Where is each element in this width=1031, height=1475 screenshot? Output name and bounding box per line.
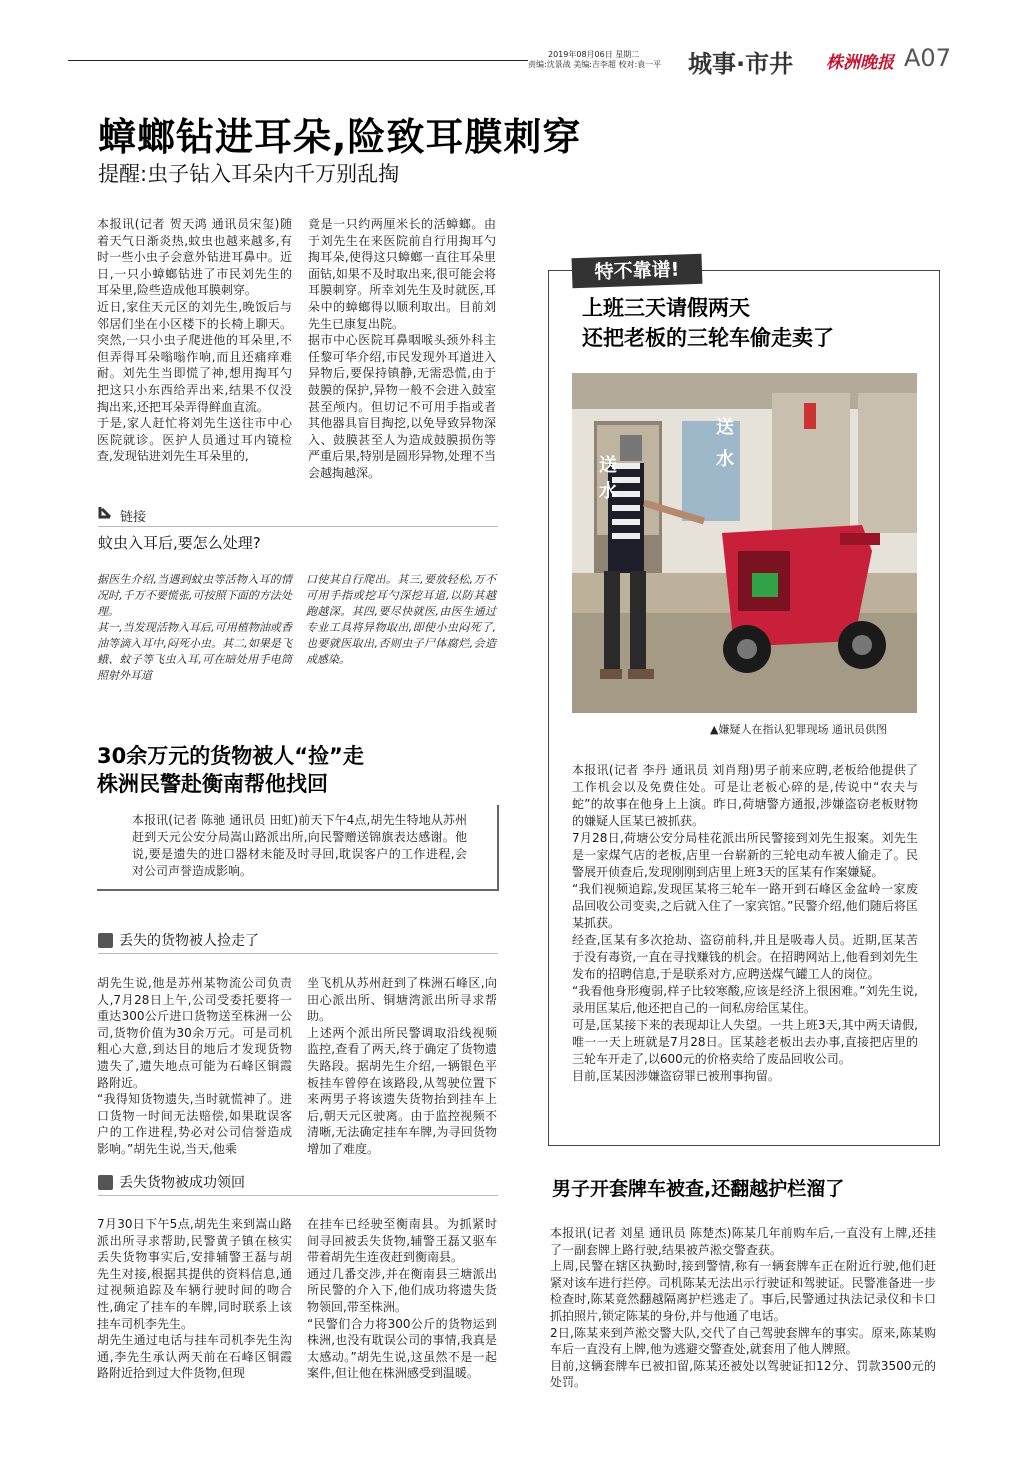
article2-section-1-column-1: 胡先生说,他是苏州某物流公司负责人,7月28日上午,公司受委托要将一重达300公斤进口货物送至株洲一公司,货物价值为30余万元。可是司机粗心大意,到达目的地后才发现货物遗失了,遗失地点可能为石峰区铜霞路附近。 “我得知货物遗失,当时就慌神了。进口货物一时间无法赔偿,如果耽误客户的工作进程,势必对公司信誉造成影响。”胡先生说,当天,他乘 [97, 976, 292, 1156]
article1-title: 蟑螂钻进耳朵,险致耳膜刺穿 [98, 115, 582, 159]
photo-sign-2: 水 [599, 481, 617, 502]
link-column-2: 口使其自行爬出。其三,要放轻松,万不可用手指或挖耳勺深挖耳道,以防其越跑越深。其四,要尽快就医,由医生通过专业工具将异物取出,即使小虫闷死了,也要就医取出,否则虫子尸体腐烂,会造成感染。 [306, 573, 496, 666]
article3-badge-text: 特不靠谱! [594, 258, 680, 284]
article2-section-2-title: 丢失货物被成功领回 [119, 1175, 245, 1191]
article2-section-2-column-2: 在挂车已经驶至衡南县。为抓紧时间寻回被丢失货物,辅警王磊又驱车带着胡先生连夜赶到衡南县。 通过几番交涉,并在衡南县三塘派出所民警的介入下,他们成功将遗失货物领回,带至株洲。 “民警们合力将300公斤的货物运到株洲,也没有耽误公司的事情,我真是太感动。”胡先生说,这虽然不是一起案件,但让他在株洲感受到温暖。 [307, 1217, 497, 1381]
link-column-1: 据医生介绍,当遇到蚊虫等活物入耳的情况时,千万不要慌张,可按照下面的方法处理。 其一,当发现活物入耳后,可用植物油或香油等滴入耳中,闷死小虫。其二,如果是飞蛾、蚊子等飞虫入耳,可在暗处用手电筒照射外耳道 [97, 573, 292, 682]
header-date: 2019年08月06日 星期二 [548, 50, 640, 59]
section-2-rule [98, 1195, 498, 1196]
article2-lead: 本报讯(记者 陈驰 通讯员 田虹)前天下午4点,胡先生特地从苏州赶到天元公安分局嵩山路派出所,向民警赠送锦旗表达感谢。他说,要是遗失的进口器材未能及时寻回,耽误客户的工作进程,会对公司声誉造成影响。 [132, 813, 467, 878]
article1-column-2: 竟是一只约两厘米长的活蟑螂。由于刘先生在来医院前自行用掏耳勺掏耳朵,使得这只蟑螂一直往耳朵里面钻,如果不及时取出来,很可能会将耳膜刺穿。所幸刘先生及时就医,耳朵中的蟑螂得以顺利取出。目前刘先生已康复出院。 据市中心医院耳鼻咽喉头颈外科主任黎可华介绍,市民发现外耳道进入异物后,要保持镇静,无需恐慌,由于鼓膜的保护,异物一般不会进入鼓室甚至颅内。但切记不可用手指或者其他器具盲目掏挖,以免导致异物深入、鼓膜甚至人为造成鼓膜损伤等严重后果,特别是圆形异物,处理不当会越掏越深。 [308, 217, 496, 480]
header-page-number: A07 [904, 44, 951, 72]
section-1-rule [98, 953, 498, 954]
header-logo: 株洲晚报 [826, 53, 894, 73]
section-box-icon [98, 1175, 113, 1190]
article2-section-1-column-2: 坐飞机从苏州赶到了株洲石峰区,向田心派出所、铜塘湾派出所寻求帮助。 上述两个派出所民警调取沿线视频监控,查看了两天,终于确定了货物遗失路段。据胡先生介绍,一辆银色平板挂车曾停在该路段,从驾驶位置下来两男子将该遗失货物抬到挂车上后,朝天元区驶离。由于监控视频不清晰,无法确定挂车车牌,为寻回货物增加了难度。 [307, 976, 497, 1156]
section-box-icon [98, 933, 113, 948]
header-section: 城事·市井 [688, 50, 794, 78]
suspect-photo [572, 373, 917, 713]
article4-body: 本报讯(记者 刘星 通讯员 陈楚杰)陈某几年前购车后,一直没有上牌,还挂了一副套牌上路行驶,结果被芦淞交警查获。 上周,民警在辖区执勤时,接到警情,称有一辆套牌车正在附近行驶,他们赶紧对该车进行拦停。司机陈某无法出示行驶证和驾驶证。民警准备进一步检查时,陈某竟然翻越隔离护栏逃走了。事后,民警通过执法记录仪和卡口抓拍照片,锁定陈某的身份,并与他通了电话。 2日,陈某来到芦淞交警大队,交代了自己驾驶套牌车的事实。原来,陈某购车后一直没有上牌,他为逃避交警查处,就套用了他人牌照。 目前,这辆套牌车已被扣留,陈某还被处以驾驶证扣12分、罚款3500元的处罚。 [550, 1226, 936, 1390]
article3-badge [572, 254, 703, 289]
article2-section-1-heading [98, 930, 259, 950]
article3-body: 本报讯(记者 李丹 通讯员 刘肖翔)男子前来应聘,老板给他提供了工作机会以及免费住处。可是让老板心碎的是,传说中“农夫与蛇”的故事在他身上上演。昨日,荷塘警方通报,涉嫌盗窃老板财物的嫌疑人匡某已被抓获。 7月28日,荷塘公安分局桂花派出所民警接到刘先生报案。刘先生是一家煤气店的老板,店里一台崭新的三轮电动车被人偷走了。民警展开侦查后,发现刚刚到店里上班3天的匡某有作案嫌疑。 “我们视频追踪,发现匡某将三轮车一路开到石峰区金盆岭一家废品回收公司变卖,之后就入住了一家宾馆。”民警介绍,他们随后将匡某抓获。 经查,匡某有多次抢劫、盗窃前科,并且是吸毒人员。近期,匡某苦于没有毒资,一直在寻找赚钱的机会。在招聘网站上,他看到刘先生发布的招聘信息,于是联系对方,应聘送煤气罐工人的岗位。 “我看他身形瘦弱,样子比较寒酸,应该是经济上很困难。”刘先生说,录用匡某后,他还把自己的一间私房给匡某住。 可是,匡某接下来的表现却让人失望。一共上班3天,其中两天请假,唯一一天上班就是7月28日。匡某趁老板出去办事,直接把店里的三轮车开走了,以600元的价格卖给了废品回收公司。 目前,匡某因涉嫌盗窃罪已被刑事拘留。 [572, 763, 918, 1083]
article3-title-line-2: 还把老板的三轮车偷走卖了 [582, 326, 834, 350]
article4-title: 男子开套牌车被查,还翻越护栏溜了 [552, 1178, 845, 1200]
article2-section-1-title: 丢失的货物被人捡走了 [119, 933, 259, 949]
article2-title-line-1: 30余万元的货物被人“捡”走 [97, 744, 364, 768]
photo-sign-3: 送 [716, 417, 734, 438]
link-arrow-icon [98, 505, 114, 521]
article3-title-line-1: 上班三天请假两天 [582, 296, 750, 320]
header-rule [68, 60, 528, 61]
article2-title-line-2: 株洲民警赴衡南帮他找回 [97, 772, 328, 796]
photo-sign-4: 水 [716, 449, 734, 470]
link-title: 蚊虫入耳后,要怎么处理? [98, 534, 261, 552]
article1-subtitle: 提醒:虫子钻入耳朵内千万别乱掏 [98, 162, 400, 186]
article2-section-2-column-1: 7月30日下午5点,胡先生来到嵩山路派出所寻求帮助,民警黄子镇在核实丢失货物事实后,安排辅警王磊与胡先生对接,根据其提供的资料信息,通过视频追踪及车辆行驶时间的吻合性,确定了挂车的车牌,同时联系上该挂车司机李先生。 胡先生通过电话与挂车司机李先生沟通,李先生承认两天前在石峰区铜霞路附近拾到过大件货物,但现 [97, 1217, 292, 1381]
photo-sign-1: 送 [599, 455, 617, 476]
article2-section-2-heading [98, 1172, 245, 1192]
photo-caption: ▲嫌疑人在指认犯罪现场 通讯员供图 [710, 723, 887, 736]
link-label: 链接 [120, 510, 147, 525]
link-rule [98, 526, 498, 527]
header-staff: 责编:沈景战 美编:吉李超 校对:袁一平 [528, 60, 662, 69]
article1-column-1: 本报讯(记者 贺天鸿 通讯员宋玺)随着天气日渐炎热,蚊虫也越来越多,有时一些小虫子会意外钻进耳鼻中。近日,一只小蟑螂钻进了市民刘先生的耳朵里,险些造成他耳膜刺穿。 近日,家住天元区的刘先生,晚饭后与邻居们坐在小区楼下的长椅上聊天。突然,一只小虫子爬进他的耳朵里,不但弄得耳朵嗡嗡作响,而且还痛痒难耐。刘先生当即慌了神,想用掏耳勺把这只小东西给弄出来,结果不仅没掏出来,还把耳朵弄得鲜血直流。 于是,家人赶忙将刘先生送往市中心医院就诊。医护人员通过耳内镜检查,发现钻进刘先生耳朵里的, [97, 217, 292, 464]
